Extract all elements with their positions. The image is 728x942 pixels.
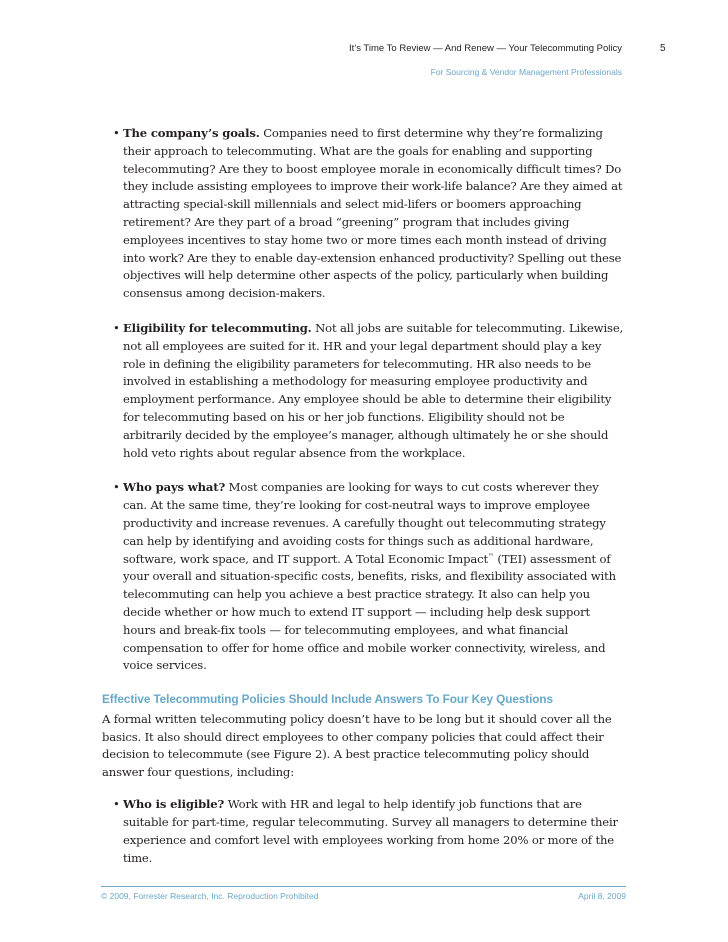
page-body [0,125,728,885]
trademark-symbol: ™ [487,552,494,560]
bullet-icon: • [113,480,120,495]
bullet-who-pays [0,479,625,675]
bullet-text-continued: (TEI) assessment of your overall and situation-specific costs, benefits, risks, and flexibility associated with telecommuting can help you achieve a best practice strategy. It also can help you decide whether or how much to extend IT support — including help desk support hours and break-fix tools — for telecommuting employees, and what financial compensation to offer for home office and mobile worker connectivity, wireless, and voice services. [123,551,616,673]
bullet-text: Most companies are looking for ways to cut costs wherever they can. At the same time, they’re looking for cost-neutral ways to improve employee productivity and increase revenues. A carefully thought out telecommuting strategy can help by identifying and avoiding costs for things such as additional hardware, software, work space, and IT support. A Total Economic Impact [123,480,606,566]
bullet-icon: • [113,797,120,812]
section-heading: Effective Telecommuting Policies Should Include Answers To Four Key Questions [102,692,553,707]
bullet-lead: Eligibility for telecommuting. [123,320,312,335]
page-number: 5 [660,43,666,54]
bullet-icon: • [113,320,120,335]
bullet-company-goals [0,125,625,303]
bullet-text: Work with HR and legal to help identify job functions that are suitable for part-time, regular telecommuting. Survey all managers to determine their experience and comfort level with employees working from home 20% or more of the time. [123,797,618,865]
footer-divider [101,886,626,887]
bullet-icon: • [113,126,120,140]
bullet-lead: The company’s goals. [123,126,260,140]
publication-date: April 8, 2009 [578,891,626,901]
bullet-who-is-eligible [0,796,625,867]
copyright-notice: © 2009, Forrester Research, Inc. Reproduction Prohibited [101,891,319,901]
section-paragraph: A formal written telecommuting policy doesn’t have to be long but it should cover all the basics. It also should direct employees to other company policies that could affect their decision to telecommute (see Figure 2). A best practice telecommuting policy should answer four questions, including: [102,712,612,779]
bullet-eligibility [0,320,625,462]
report-subtitle: For Sourcing & Vendor Management Professionals [430,67,622,77]
report-title: It’s Time To Review — And Renew — Your Telecommuting Policy [349,43,622,54]
bullet-lead: Who pays what? [123,480,226,495]
bullet-lead: Who is eligible? [123,797,225,812]
bullet-text: Companies need to first determine why they’re formalizing their approach to telecommuting. What are the goals for enabling and supporting telecommuting? Are they to boost employee morale in economically difficult times? Do they include assisting employees to improve their work-life balance? Are they aimed at attracting special-skill millennials and select mid-lifers or boomers approaching retirement? Are they part of a broad “greening” program that includes giving employees incentives to stay home two or more times each month instead of driving into work? Are they to enable day-extension enhanced productivity? Spelling out these objectives will help determine other aspects of the policy, particularly when building consensus among decision-makers. [123,126,623,301]
bullet-text: Not all jobs are suitable for telecommuting. Likewise, not all employees are suited for it. HR and your legal department should play a key role in defining the eligibility parameters for telecommuting. HR also needs to be involved in establishing a methodology for measuring employee productivity and employment performance. Any employee should be able to determine their eligibility for telecommuting based on his or her job functions. Eligibility should not be arbitrarily decided by the employee’s manager, although ultimately he or she should hold veto rights about regular absence from the workplace. [123,320,624,460]
